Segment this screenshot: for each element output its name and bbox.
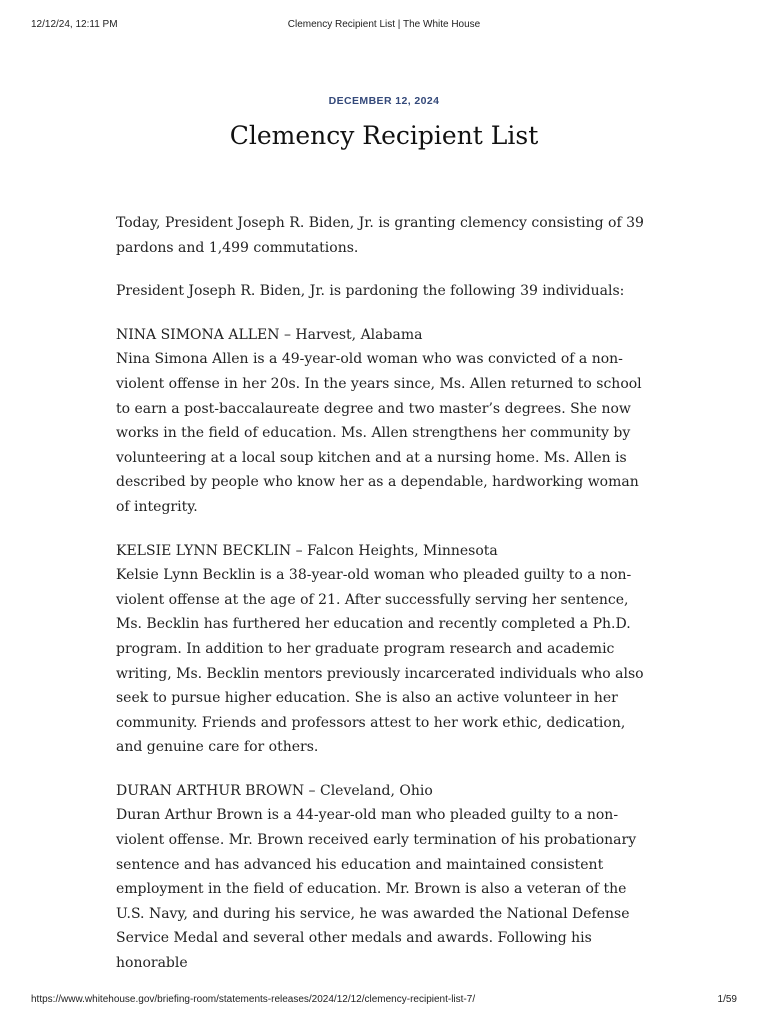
recipient-name: DURAN ARTHUR BROWN xyxy=(116,782,305,799)
recipient-heading: DURAN ARTHUR BROWN – Cleveland, Ohio xyxy=(116,782,433,799)
print-datetime: 12/12/24, 12:11 PM xyxy=(31,19,118,30)
print-page-number: 1/59 xyxy=(717,994,737,1005)
intro-paragraph: Today, President Joseph R. Biden, Jr. is granting clemency consisting of 39 pardons and 1,499 commutations. xyxy=(116,215,644,256)
lead-paragraph: President Joseph R. Biden, Jr. is pardoning the following 39 individuals: xyxy=(116,283,625,300)
recipient-bio: Duran Arthur Brown is a 44-year-old man who pleaded guilty to a non-violent offense. Mr. Brown received early termination of his probationary sentence and has advanced his education and maintained consistent employment in the field of education. Mr. Brown is also a veteran of the U.S. Navy, and during his service, he was awarded the National Defense Service Medal and several other medals and awards. Following his honorable xyxy=(116,807,637,972)
recipient-heading: NINA SIMONA ALLEN – Harvest, Alabama xyxy=(116,326,423,343)
print-doc-title: Clemency Recipient List | The White House xyxy=(287,19,481,30)
print-url: https://www.whitehouse.gov/briefing-room/statements-releases/2024/12/12/clemency-recipient-list-7/ xyxy=(31,994,476,1005)
recipient-location: Falcon Heights, Minnesota xyxy=(307,542,498,559)
recipient-heading: KELSIE LYNN BECKLIN – Falcon Heights, Minnesota xyxy=(116,542,498,559)
recipient-name: KELSIE LYNN BECKLIN xyxy=(116,542,292,559)
recipient-entry xyxy=(116,779,648,976)
print-header xyxy=(31,19,737,33)
recipient-entry xyxy=(116,539,648,760)
page-title: Clemency Recipient List xyxy=(229,121,539,150)
recipient-bio: Kelsie Lynn Becklin is a 38-year-old woman who pleaded guilty to a non-violent offense at the age of 21. After successfully serving her sentence, Ms. Becklin has furthered her education and recently completed a Ph.D. program. In addition to her graduate program research and academic writing, Ms. Becklin mentors previously incarcerated individuals who also seek to pursue higher education. She is also an active volunteer in her community. Friends and professors attest to her work ethic, dedication, and genuine care for others. xyxy=(116,567,644,756)
article-body xyxy=(116,211,648,995)
recipient-entry xyxy=(116,323,648,520)
print-footer xyxy=(31,994,737,1008)
recipient-bio: Nina Simona Allen is a 49-year-old woman who was convicted of a non-violent offense in her 20s. In the years since, Ms. Allen returned to school to earn a post-baccalaureate degree and two master’s degrees. She now works in the field of education. Ms. Allen strengthens her community by volunteering at a local soup kitchen and at a nursing home. Ms. Allen is described by people who know her as a dependable, hardworking woman of integrity. xyxy=(116,351,642,515)
recipient-location: Cleveland, Ohio xyxy=(319,782,433,799)
recipient-location: Harvest, Alabama xyxy=(295,326,423,343)
recipient-name: NINA SIMONA ALLEN xyxy=(116,326,280,343)
article-date: DECEMBER 12, 2024 xyxy=(328,95,440,107)
